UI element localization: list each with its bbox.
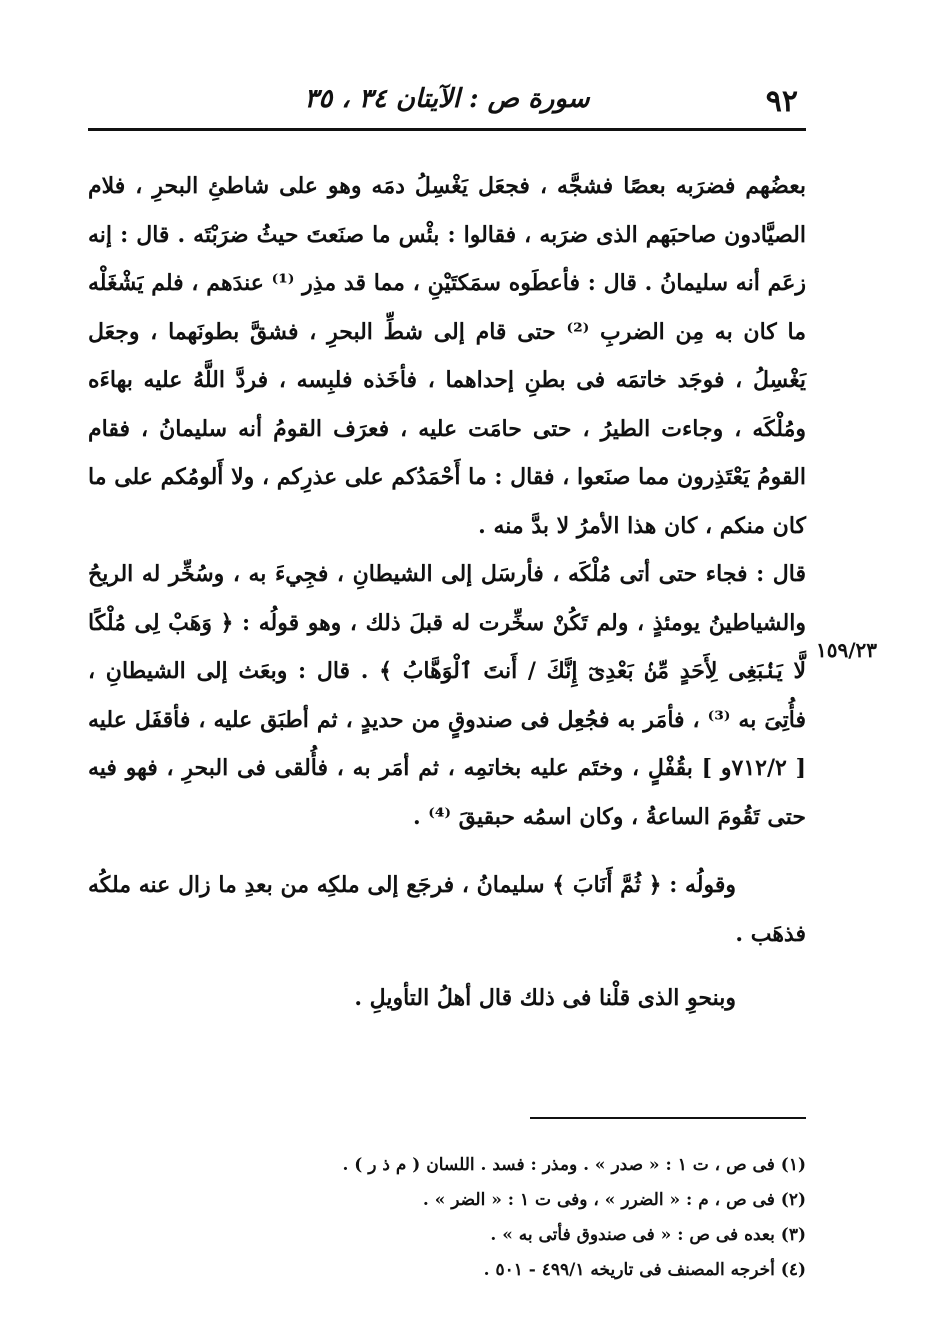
running-title: سورة ص : الآيتان ٣٤ ، ٣٥ [304,84,590,114]
paragraph-3: وقولُه : ﴿ ثُمَّ أَنَابَ ﴾ سليمانُ ، فرجَع إلى ملكِه من بعدِ ما زال عنه ملكُه فذهَب . [88,872,806,947]
page-header [88,70,806,126]
header-rule [88,128,806,131]
paragraph-2: قال : فجاء حتى أتى مُلْكَه ، فأرسَل إلى الشيطانِ ، فجِيءَ به ، وسُخِّر له الريحُ والشياطينُ يومئذٍ ، ولم تَكُنْ سخِّرت له قبلَ ذلك ، وهو قولُه : ﴿ وَهَبْ لِى مُلْكًا لَّا يَنۢبَغِى لِأَحَدٍ مِّنۢ بَعْدِىٓ إِنَّكَ / أَنتَ ٱلْوَهَّابُ ﴾ . قال : وبعَث إلى الشيطانِ ، فأُتِىَ به ⁽³⁾ ، فأمَر به فجُعِل فى صندوقٍ من حديدٍ ، ثم أطبَق عليه ، فأقفَل عليه [ ٧١٢/٢و ] بقُفْلٍ ، وختَم عليه بخاتمِه ، ثم أمَر به ، فأُلقى فى البحرِ ، فهو فيه حتى تَقُومَ الساعةُ ، وكان اسمُه حبقيقَ ⁽⁴⁾ . [88,561,807,830]
footnote-4: (٤) أخرجه المصنف فى تاريخه ٤٩٩/١ - ٥٠١ . [483,1260,806,1280]
footnote-2: (٢) فى ص ، م : « الضرر » ، وفى ت ١ : « الضر » . [422,1190,806,1210]
footnote-rule [530,1117,806,1119]
footnote-3: (٣) بعده فى ص : « فى صندوق فأتى به » . [490,1225,806,1245]
footnote-1: (١) فى ص ، ت ١ : « صدر » . ومذر : فسد . اللسان ( م ذ ر ) . [342,1155,806,1175]
paragraph-1: بعضُهم فضرَبه بعصًا فشجَّه ، فجعَل يَغْسِلُ دمَه وهو على شاطئِ البحرِ ، فلام الصيَّادون صاحبَهم الذى ضرَبه ، فقالوا : بئْس ما صنَعتَ حيثُ ضرَبْتَه . قال : إنه زعَم أنه سليمانُ . قال : فأعطَوه سمَكتَيْنِ ، مما قد مذِر ⁽¹⁾ عندَهم ، فلم يَشْغَلْه ما كان به مِن الضربِ ⁽²⁾ حتى قام إلى شطِّ البحرِ ، فشقَّ بطونَهما ، وجعَل يَغْسِلُ ، فوجَد خاتمَه فى بطنِ إحداهما ، فأخَذه فلبِسه ، فردَّ اللَّهُ عليه بهاءَه ومُلْكَه ، وجاءت الطيرُ ، حتى حامَت عليه ، فعرَف القومُ أنه سليمانُ ، فقام القومُ يَعْتَذِرون مما صنَعوا ، فقال : ما أَحْمَدُكم على عذرِكم ، ولا أَلومُكم على ما كان منكم ، كان هذا الأمرُ لا بدَّ منه . [88,173,806,539]
paragraph-4: وبنحوِ الذى قلْنا فى ذلك قال أهلُ التأويلِ . [354,985,736,1011]
footnotes [88,1148,806,1288]
main-text [88,162,806,1023]
margin-reference: ١٥٩/٢٣ [816,638,878,662]
page-number: ٩٢ [765,84,798,119]
